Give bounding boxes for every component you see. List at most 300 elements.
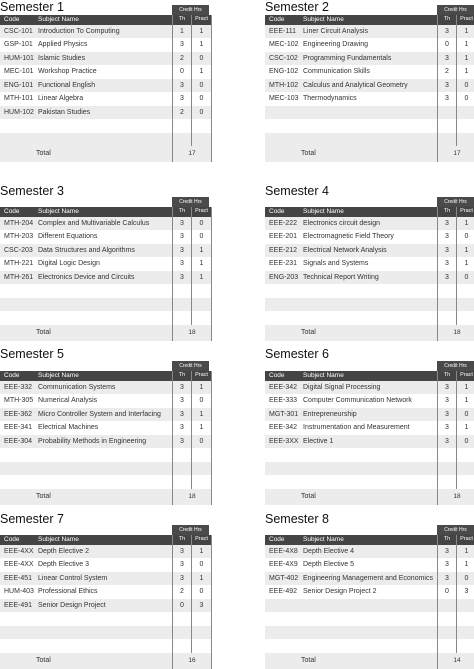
course-code: EEE-492 [265,585,303,599]
course-name [303,284,438,298]
course-table [0,15,212,162]
theory-header: Th [438,371,457,381]
practical-credits: 0 [192,217,212,231]
theory-credits: 0 [173,65,192,79]
practical-credits: 1 [457,217,474,231]
credit-hours-header: Credit Hrs [437,525,474,535]
table-row [0,421,212,435]
practical-credits: 1 [192,421,212,435]
semester-block [0,347,210,362]
practical-credits [192,119,212,133]
practical-credits: 1 [192,381,212,395]
course-code: MTH-221 [0,257,38,271]
total-label: Total [0,325,173,341]
course-name: Digital Signal Processing [303,381,438,395]
course-name: Numerical Analysis [38,394,173,408]
course-code [0,639,38,653]
practical-credits: 0 [457,435,474,449]
practical-credits: 0 [457,230,474,244]
subject-header: Subject Name [303,371,438,381]
course-name: Instrumentation and Measurement [303,421,438,435]
theory-credits [173,626,192,640]
theory-credits [173,298,192,312]
credit-hours-header: Credit Hrs [172,197,209,207]
practical-credits [457,284,474,298]
table-row [265,133,474,147]
course-table [265,371,474,505]
practical-credits: 1 [192,25,212,39]
theory-credits: 2 [173,585,192,599]
theory-credits [173,119,192,133]
table-row [265,257,474,271]
table-header-row [0,15,212,25]
course-name [38,639,173,653]
subject-header: Subject Name [38,535,173,545]
table-row [0,92,212,106]
course-code [0,311,38,325]
theory-credits [438,475,457,489]
course-code: MTH-204 [0,217,38,231]
course-code: MTH-261 [0,271,38,285]
table-row [0,257,212,271]
course-code: EEE-212 [265,244,303,258]
course-name: Linear Control System [38,572,173,586]
theory-credits: 3 [173,92,192,106]
table-row [0,38,212,52]
table-row [0,558,212,572]
course-code: MGT-402 [265,572,303,586]
course-table [265,15,474,162]
course-code: ENG-101 [0,79,38,93]
course-code [265,133,303,147]
course-code: EEE-4X8 [265,545,303,559]
course-name [38,448,173,462]
credit-hours-header: Credit Hrs [437,197,474,207]
theory-credits: 3 [173,38,192,52]
table-row [265,435,474,449]
table-row [0,119,212,133]
theory-credits [438,599,457,613]
theory-credits [438,612,457,626]
course-name: Computer Communication Network [303,394,438,408]
table-row [0,394,212,408]
course-code [0,284,38,298]
course-code: MTH-305 [0,394,38,408]
table-header-row [265,15,474,25]
course-table [0,371,212,505]
course-name: Professional Ethics [38,585,173,599]
course-code [265,119,303,133]
total-credits: 14 [438,653,474,669]
total-credits: 18 [173,325,212,341]
course-code: EEE-491 [0,599,38,613]
practical-credits: 1 [192,65,212,79]
code-header: Code [0,535,38,545]
theory-credits: 3 [173,435,192,449]
course-code [265,106,303,120]
semester-title: Semester 1 [0,0,210,15]
practical-header: Pract [192,371,212,381]
course-name: Entrepreneurship [303,408,438,422]
theory-credits: 3 [438,92,457,106]
practical-credits: 1 [192,572,212,586]
course-code: CSC-102 [265,52,303,66]
semester-block [265,184,474,199]
course-name [303,462,438,476]
practical-credits: 0 [457,271,474,285]
course-code: EEE-222 [265,217,303,231]
course-name [303,599,438,613]
practical-credits [192,639,212,653]
course-name: Electronics Device and Circuits [38,271,173,285]
table-row [265,38,474,52]
practical-credits: 1 [457,244,474,258]
practical-credits: 1 [192,271,212,285]
practical-credits: 1 [457,381,474,395]
theory-credits: 3 [438,271,457,285]
course-code: HUM-101 [0,52,38,66]
semester-title: Semester 7 [0,512,210,527]
table-row [265,558,474,572]
course-code: EEE-3XX [265,435,303,449]
semester-title: Semester 5 [0,347,210,362]
course-name [38,475,173,489]
course-name: Electrical Network Analysis [303,244,438,258]
table-row [0,311,212,325]
course-code [0,462,38,476]
theory-header: Th [173,371,192,381]
course-name: Data Structures and Algorithms [38,244,173,258]
course-code: CSC-203 [0,244,38,258]
course-code: HUM-102 [0,106,38,120]
theory-credits [438,133,457,147]
theory-credits: 3 [173,408,192,422]
total-row [0,146,212,162]
practical-credits: 0 [192,558,212,572]
course-name: Programming Fundamentals [303,52,438,66]
course-name: Functional English [38,79,173,93]
course-name: Senior Design Project 2 [303,585,438,599]
theory-credits: 3 [438,79,457,93]
practical-credits: 1 [457,38,474,52]
semester-title: Semester 4 [265,184,474,199]
table-row [265,462,474,476]
course-name: Introduction To Computing [38,25,173,39]
course-code [0,626,38,640]
table-row [0,545,212,559]
practical-credits: 0 [457,92,474,106]
total-credits: 17 [438,146,474,162]
table-row [0,244,212,258]
theory-credits [438,119,457,133]
practical-credits [457,311,474,325]
table-row [265,52,474,66]
theory-credits: 3 [173,394,192,408]
table-row [0,612,212,626]
course-name [303,311,438,325]
course-name: Depth Elective 3 [38,558,173,572]
course-name: Probability Methods in Engineering [38,435,173,449]
code-header: Code [265,15,303,25]
course-code: MTH-203 [0,230,38,244]
theory-credits: 2 [438,65,457,79]
course-code [265,639,303,653]
table-row [0,475,212,489]
total-label: Total [265,146,438,162]
practical-credits [192,311,212,325]
practical-header: Pract [192,15,212,25]
table-row [0,217,212,231]
theory-credits: 3 [438,25,457,39]
theory-credits [173,475,192,489]
theory-credits: 3 [438,558,457,572]
practical-credits: 0 [457,408,474,422]
practical-header: Pract [457,535,474,545]
table-row [265,217,474,231]
semester-block [0,184,210,199]
practical-credits [457,612,474,626]
course-name: Engineering Management and Economics [303,572,438,586]
total-label: Total [265,489,438,505]
table-row [265,311,474,325]
semester-title: Semester 6 [265,347,474,362]
credit-hours-header: Credit Hrs [172,5,209,15]
theory-header: Th [438,535,457,545]
code-header: Code [0,371,38,381]
total-label: Total [265,325,438,341]
theory-credits [438,626,457,640]
theory-credits: 1 [173,25,192,39]
course-code: EEE-111 [265,25,303,39]
table-row [0,284,212,298]
credit-hours-header: Credit Hrs [437,5,474,15]
table-row [265,408,474,422]
theory-credits: 3 [173,79,192,93]
total-label: Total [0,489,173,505]
table-header-row [265,535,474,545]
practical-credits: 0 [192,585,212,599]
course-name [303,448,438,462]
theory-credits [173,639,192,653]
course-name: Workshop Practice [38,65,173,79]
theory-credits [438,462,457,476]
practical-credits: 1 [457,545,474,559]
table-row [265,421,474,435]
total-row [265,489,474,505]
table-row [0,585,212,599]
subject-header: Subject Name [38,371,173,381]
practical-header: Pract [457,207,474,217]
theory-credits: 3 [173,381,192,395]
semester-block [0,0,210,15]
practical-credits [457,298,474,312]
credit-hours-header: Credit Hrs [172,525,209,535]
course-name: Senior Design Project [38,599,173,613]
course-code: HUM-403 [0,585,38,599]
course-table [265,535,474,669]
semester-title: Semester 8 [265,512,474,527]
course-name [303,626,438,640]
course-name: Electrical Machines [38,421,173,435]
practical-credits [457,106,474,120]
code-header: Code [265,371,303,381]
table-header-row [0,371,212,381]
course-code: EEE-342 [265,421,303,435]
course-code [0,475,38,489]
table-row [0,230,212,244]
practical-header: Pract [457,15,474,25]
total-label: Total [0,653,173,669]
course-name: Linear Algebra [38,92,173,106]
course-name [38,133,173,147]
course-code [0,133,38,147]
practical-credits: 0 [457,572,474,586]
course-name: Thermodynamics [303,92,438,106]
course-code [0,612,38,626]
theory-credits: 2 [173,106,192,120]
practical-credits: 0 [192,106,212,120]
theory-credits: 2 [173,52,192,66]
theory-credits [438,298,457,312]
practical-credits: 1 [192,244,212,258]
table-row [0,271,212,285]
course-name [303,298,438,312]
total-row [265,146,474,162]
course-code: MEC-102 [265,38,303,52]
course-name: Micro Controller System and Interfacing [38,408,173,422]
theory-credits [173,311,192,325]
course-code: ENG-203 [265,271,303,285]
table-row [265,545,474,559]
theory-header: Th [438,207,457,217]
course-name: Technical Report Writing [303,271,438,285]
course-code: EEE-342 [265,381,303,395]
course-name [38,626,173,640]
practical-credits: 0 [457,79,474,93]
practical-credits: 1 [192,257,212,271]
theory-credits: 3 [438,230,457,244]
course-name: Engineering Drawing [303,38,438,52]
semester-block [265,347,474,362]
theory-credits: 3 [173,558,192,572]
table-row [265,92,474,106]
practical-credits [192,284,212,298]
practical-credits: 1 [457,257,474,271]
table-row [0,381,212,395]
course-name: Communication Systems [38,381,173,395]
course-code: MEC-103 [265,92,303,106]
course-code: MTH-102 [265,79,303,93]
table-row [265,65,474,79]
course-code: MGT-301 [265,408,303,422]
course-code [265,298,303,312]
practical-credits: 1 [457,25,474,39]
practical-credits: 0 [192,435,212,449]
course-name: Electromagnetic Field Theory [303,230,438,244]
total-label: Total [0,146,173,162]
code-header: Code [0,15,38,25]
practical-credits [457,133,474,147]
course-code: EEE-231 [265,257,303,271]
total-credits: 18 [438,489,474,505]
course-code: EEE-451 [0,572,38,586]
practical-header: Pract [192,535,212,545]
table-row [265,475,474,489]
semester-block [265,0,474,15]
course-code: EEE-4XX [0,558,38,572]
theory-credits [173,448,192,462]
course-name: Pakistan Studies [38,106,173,120]
practical-credits: 3 [192,599,212,613]
practical-credits: 1 [457,421,474,435]
course-code [0,298,38,312]
semester-block [0,512,210,527]
total-label: Total [265,653,438,669]
practical-credits [192,133,212,147]
course-table [265,207,474,341]
table-row [0,298,212,312]
subject-header: Subject Name [303,207,438,217]
table-row [265,626,474,640]
total-row [265,653,474,669]
practical-credits: 1 [457,394,474,408]
table-header-row [0,207,212,217]
table-row [265,599,474,613]
theory-credits: 3 [173,244,192,258]
course-code: EEE-304 [0,435,38,449]
course-name: Digital Logic Design [38,257,173,271]
course-name [38,119,173,133]
practical-credits [457,462,474,476]
course-name: Complex and Multivariable Calculus [38,217,173,231]
practical-header: Pract [192,207,212,217]
course-name: Liner Circuit Analysis [303,25,438,39]
practical-credits [192,612,212,626]
practical-credits: 1 [192,545,212,559]
total-row [265,325,474,341]
table-row [265,612,474,626]
practical-credits [192,462,212,476]
theory-credits: 3 [438,572,457,586]
theory-credits: 3 [173,217,192,231]
course-name: Elective 1 [303,435,438,449]
table-row [265,106,474,120]
table-row [265,79,474,93]
code-header: Code [265,535,303,545]
table-row [0,448,212,462]
total-row [0,325,212,341]
theory-credits: 3 [438,408,457,422]
practical-credits [457,599,474,613]
course-code: CSC-101 [0,25,38,39]
practical-credits: 1 [457,558,474,572]
subject-header: Subject Name [38,207,173,217]
code-header: Code [0,207,38,217]
theory-credits: 3 [438,394,457,408]
theory-credits: 3 [438,381,457,395]
table-row [0,462,212,476]
practical-credits [192,448,212,462]
theory-credits [438,106,457,120]
theory-credits: 3 [438,52,457,66]
course-code [265,462,303,476]
theory-credits [438,639,457,653]
theory-header: Th [173,15,192,25]
theory-credits: 3 [173,271,192,285]
course-name [303,612,438,626]
total-row [0,489,212,505]
theory-credits [173,133,192,147]
